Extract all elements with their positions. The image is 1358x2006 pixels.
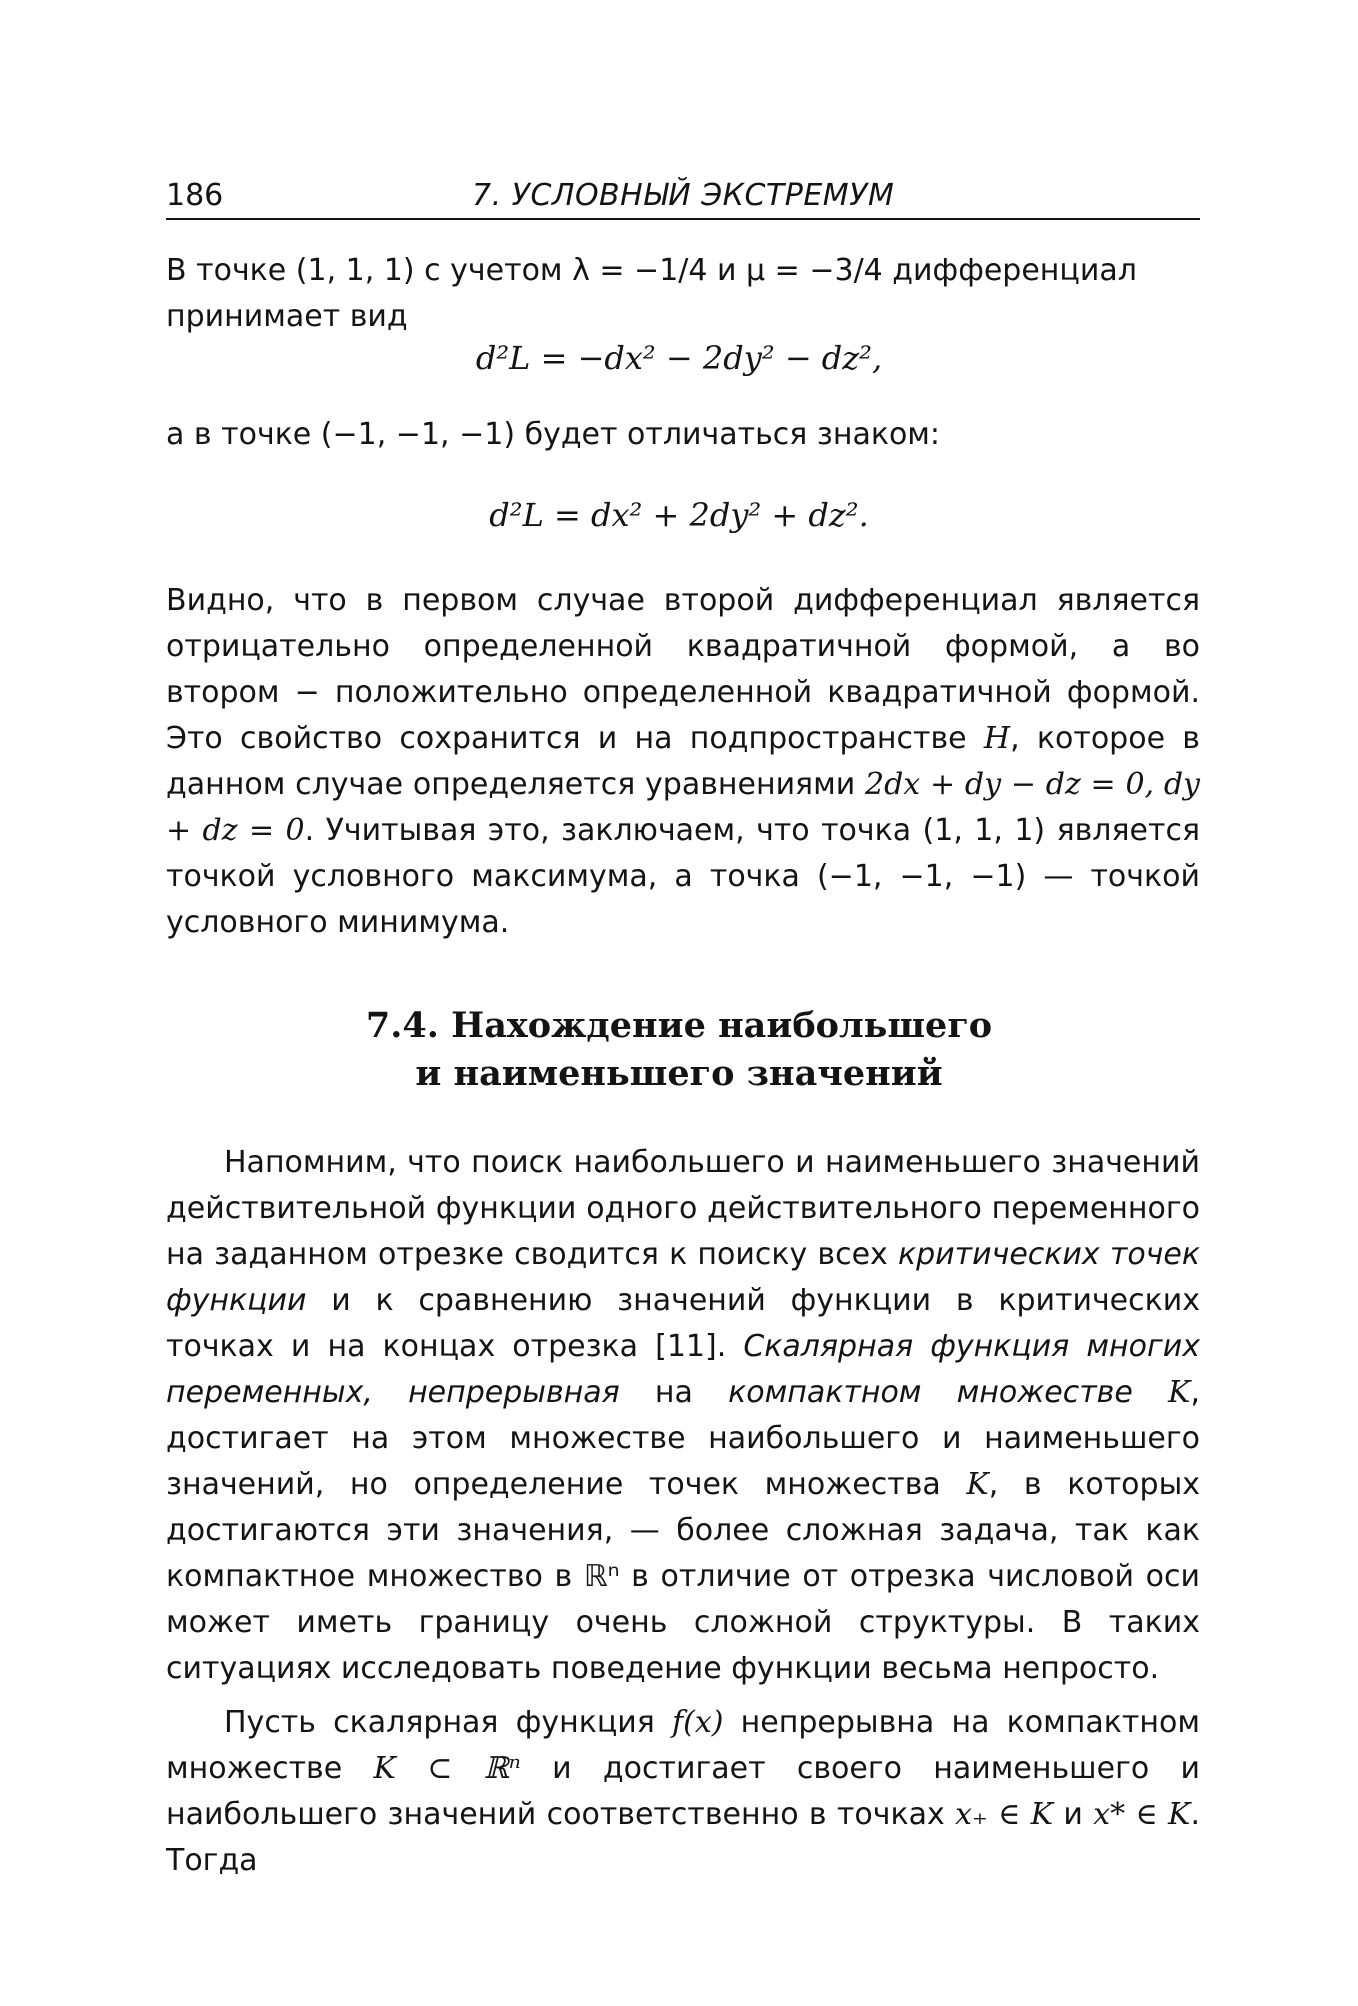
set-K-2: K: [966, 1467, 989, 1502]
paragraph-5-text-3: и достигает своего наименьшего и наибольшего значений соответственно в точках: [166, 1751, 1200, 1832]
subspace-equations: 2dx + dy − dz = 0, dy + dz = 0: [166, 767, 1200, 848]
paragraph-3: [166, 578, 1200, 946]
point-x-upper: x* ∈ K: [1093, 1797, 1191, 1832]
section-heading-line-1: 7.4. Нахождение наибольшего: [365, 1005, 993, 1046]
paragraph-5-text-4: и: [1053, 1797, 1094, 1832]
paragraph-4-text-2: и к сравнению значений функции в критических точках и на концах отрезка [11].: [166, 1283, 1200, 1364]
section-heading-line-2: и наименьшего значений: [415, 1053, 943, 1094]
page-number: 186: [166, 178, 224, 213]
formula-1: d²L = −dx² − 2dy² − dz²,: [475, 339, 883, 377]
point-x-lower: x₊ ∈ K: [955, 1797, 1054, 1832]
paragraph-2: [166, 412, 1200, 458]
paragraph-4: [166, 1140, 1200, 1884]
section-heading: [0, 1002, 1358, 1098]
paragraph-4-text-5: , достигает на этом множестве наибольшего и наименьшего значений, но определение точек множества: [166, 1375, 1200, 1502]
term-scalar-function: Скалярная функция многих переменных, непрерывная: [166, 1329, 1200, 1410]
paragraph-1-line-2: принимает вид: [166, 299, 408, 334]
paragraph-2-text: а в точке (−1, −1, −1) будет отличаться знаком:: [166, 417, 941, 452]
paragraph-5-text-5: . Тогда: [166, 1797, 1200, 1878]
header-rule: [166, 218, 1200, 220]
paragraph-5-text-1: Пусть скалярная функция: [224, 1705, 673, 1740]
paragraph-3-text-2: , которое в данном случае определяется уравнениями: [166, 721, 1200, 802]
formula-2: d²L = dx² + 2dy² + dz².: [489, 496, 869, 534]
paragraph-5-text-2: непрерывна на компактном множестве: [166, 1705, 1200, 1786]
term-compact-set: компактном множестве: [728, 1375, 1133, 1410]
subspace-H: H: [983, 721, 1011, 756]
paragraph-3-text-1: Видно, что в первом случае второй дифференциал является отрицательно определенной квадратичной формой, а во втором − положительно определенной квадратичной формой. Это свойство сохранится и на подпространстве: [166, 583, 1200, 756]
chapter-title: 7. УСЛОВНЫЙ ЭКСТРЕМУМ: [472, 178, 895, 213]
paragraph-3-text-3: . Учитывая это, заключаем, что точка (1, 1, 1) является точкой условного максимума, а точка (−1, −1, −1) — точкой условного минимума.: [166, 813, 1200, 940]
set-K-subset: K ⊂ ℝⁿ: [373, 1751, 521, 1786]
running-header: [166, 178, 1196, 218]
paragraph-1: [166, 248, 1200, 340]
paragraph-4-text-6: , в которых достигаются эти значения, — более сложная задача, так как компактное множество в ℝⁿ в отличие от отрезка числовой оси может иметь границу очень сложной структуры. В таких ситуациях исследовать поведение функции весьма непросто.: [166, 1467, 1201, 1686]
paragraph-4-text-3: на: [619, 1375, 729, 1410]
paragraph-4-text-4: [1133, 1375, 1168, 1410]
term-critical-points: критических точек функции: [166, 1237, 1200, 1318]
paragraph-1-line-1: В точке (1, 1, 1) с учетом λ = −1/4 и μ = −3/4 дифференциал: [166, 253, 1137, 288]
set-K: K: [1168, 1375, 1191, 1410]
paragraph-4-text-1: Напомним, что поиск наибольшего и наименьшего значений действительной функции одного действительного переменного на заданном отрезке сводится к поиску всех: [166, 1145, 1200, 1272]
function-f: f(x): [672, 1705, 724, 1740]
